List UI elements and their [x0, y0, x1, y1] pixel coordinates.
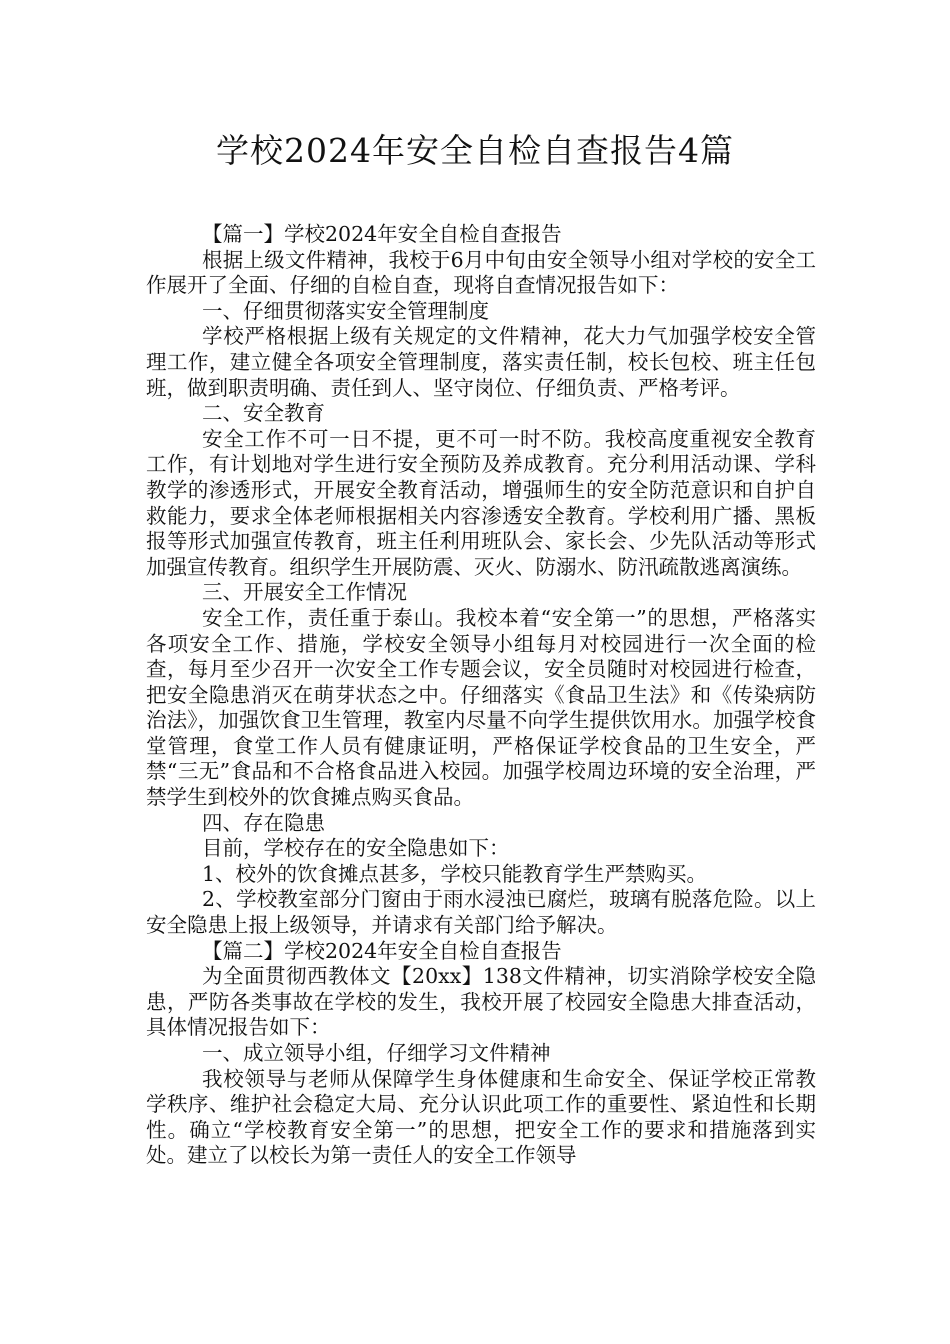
paragraph: 安全工作，责任重于泰山。我校本着“安全第一”的思想，严格落实各项安全工作、措施，学校安全领导小组每月对校园进行一次全面的检查，每月至少召开一次安全工作专题会议，安全员随时对校园进行检查，把安全隐患消灭在萌芽状态之中。仔细落实《食品卫生法》和《传染病防治法》，加强饮食卫生管理，教室内尽量不向学生提供饮用水。加强学校食堂管理，食堂工作人员有健康证明，严格保证学校食品的卫生安全，严禁“三无”食品和不合格食品进入校园。加强学校周边环境的安全治理，严禁学生到校外的饮食摊点购买食品。 — [146, 605, 816, 810]
subheading: 一、仔细贯彻落实安全管理制度 — [202, 298, 489, 323]
document-body — [146, 222, 816, 1169]
paragraph: 安全工作不可一日不提，更不可一时不防。我校高度重视安全教育工作，有计划地对学生进行安全预防及养成教育。充分利用活动课、学科教学的渗透形式，开展安全教育活动，增强师生的安全防范意识和自护自救能力，要求全体老师根据相关内容渗透安全教育。学校利用广播、黑板报等形式加强宣传教育，班主任利用班队会、家长会、少先队活动等形式加强宣传教育。组织学生开展防震、灭火、防溺水、防汛疏散逃离演练。 — [146, 426, 816, 579]
paragraph: 为全面贯彻西教体文【20xx】138文件精神，切实消除学校安全隐患，严防各类事故在学校的发生，我校开展了校园安全隐患大排查活动，具体情况报告如下： — [146, 964, 816, 1040]
paragraph: 目前，学校存在的安全隐患如下： — [202, 836, 510, 861]
section-heading-part-two: 【篇二】学校2024年安全自检自查报告 — [202, 938, 562, 963]
subheading: 三、开展安全工作情况 — [202, 580, 407, 605]
paragraph: 学校严格根据上级有关规定的文件精神，花大力气加强学校安全管理工作，建立健全各项安全管理制度，落实责任制，校长包校、班主任包班，做到职责明确、责任到人、坚守岗位、仔细负责、严格考评。 — [146, 324, 816, 400]
section-heading-part-one: 【篇一】学校2024年安全自检自查报告 — [202, 222, 562, 246]
paragraph: 根据上级文件精神，我校于6月中旬由安全领导小组对学校的安全工作展开了全面、仔细的自检自查，现将自查情况报告如下： — [146, 247, 816, 298]
list-item: 1、校外的饮食摊点甚多，学校只能教育学生严禁购买。 — [202, 861, 708, 886]
subheading: 二、安全教育 — [202, 401, 325, 426]
document-title: 学校2024年安全自检自查报告4篇 — [216, 131, 734, 170]
subheading: 一、成立领导小组，仔细学习文件精神 — [202, 1041, 551, 1065]
paragraph: 我校领导与老师从保障学生身体健康和生命安全、保证学校正常教学秩序、维护社会稳定大局、充分认识此项工作的重要性、紧迫性和长期性。确立“学校教育安全第一”的思想，把安全工作的要求和措施落到实处。建立了以校长为第一责任人的安全工作领导 — [146, 1066, 816, 1168]
list-item: 2、学校教室部分门窗由于雨水浸浊已腐烂，玻璃有脱落危险。以上安全隐患上报上级领导，并请求有关部门给予解决。 — [146, 887, 816, 938]
subheading: 四、存在隐患 — [202, 810, 325, 835]
